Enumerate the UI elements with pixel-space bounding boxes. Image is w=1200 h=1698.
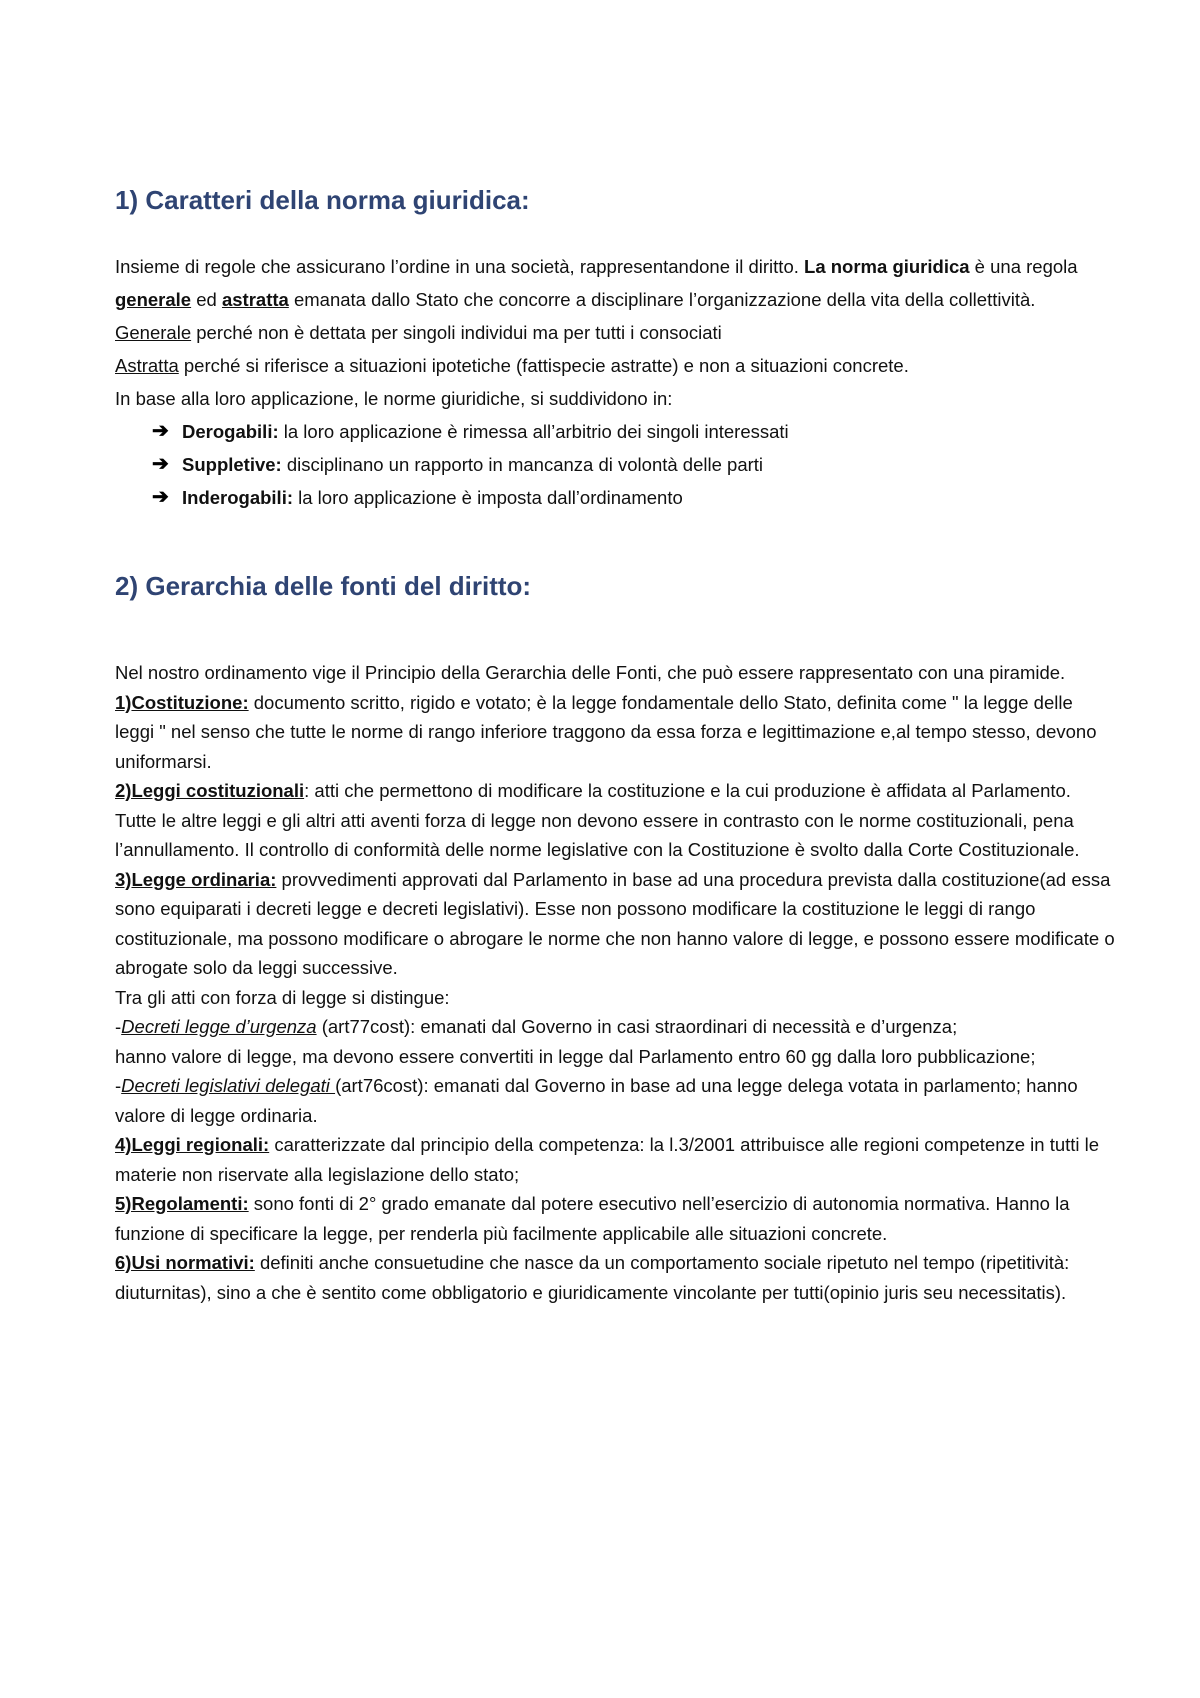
decreti-legislativi: -Decreti legislativi delegati (art76cost): emanati dal Governo in base ad una legge delega votata in parlamento; hanno valore di legge ordinaria. [115,1075,1078,1126]
arrow-right-icon: ➔ [152,453,169,475]
list-item: ➔ Suppletive: disciplinano un rapporto in mancanza di volontà delle parti [152,448,1115,481]
hierarchy-item: 3)Legge ordinaria: provvedimenti approvati dal Parlamento in base ad una procedura prevista dalla costituzione(ad essa sono equiparati i decreti legge e decreti legislativi). Esse non possono modificare la costituzione le leggi di rango costituzionale, ma possono modificare o abrogare le norme che non hanno valore di legge, e possono essere modificate o abrogate solo da leggi successive. [115,868,1115,978]
hierarchy-item: 6)Usi normativi: definiti anche consuetudine che nasce da un comportamento sociale ripetuto nel tempo (ripetitività: diuturnitas), sino a che è sentito come obbligatorio e giuridicamente vincolante per tutti(opinio juris seu necessitatis). [115,1252,1070,1303]
arrow-right-icon: ➔ [152,486,169,508]
decreti-legge-detail: hanno valore di legge, ma devono essere convertiti in legge dal Parlamento entro 60 gg dalla loro pubblicazione; [115,1045,1036,1067]
hierarchy-item: 1)Costituzione: documento scritto, rigido e votato; è la legge fondamentale dello Stato, definita come " la legge delle leggi " nel senso che tutte le norme di rango inferiore traggono da essa forza e legittimazione e,al tempo stesso, devono uniformarsi. [115,691,1097,772]
astratta-definition: Astratta perché si riferisce a situazioni ipotetiche (fattispecie astratte) e non a situazioni concrete. [115,355,909,376]
document-content [115,180,1115,1307]
base-text: In base alla loro applicazione, le norme giuridiche, si suddividono in: [115,388,673,409]
section1-title: 1) Caratteri della norma giuridica: [115,185,530,215]
generale-definition: Generale perché non è dettata per singoli individui ma per tutti i consociati [115,322,722,343]
list-item: ➔ Inderogabili: la loro applicazione è imposta dall’ordinamento [152,481,1115,514]
arrow-right-icon: ➔ [152,420,169,442]
section1-intro: Insieme di regole che assicurano l’ordine in una società, rappresentandone il diritto. La norma giuridica è una regola generale ed astratta emanata dallo Stato che concorre a disciplinare l’organizzazione della vita della collettività. [115,256,1078,310]
list-item: ➔ Derogabili: la loro applicazione è rimessa all’arbitrio dei singoli interessati [152,415,1115,448]
section2-title: 2) Gerarchia delle fonti del diritto: [115,571,532,601]
decreti-legge: -Decreti legge d’urgenza (art77cost): emanati dal Governo in casi straordinari di necessità e d’urgenza; [115,1016,958,1037]
hierarchy-item: 2)Leggi costituzionali: atti che permettono di modificare la costituzione e la cui produzione è affidata al Parlamento. Tutte le altre leggi e gli altri atti aventi forza di legge non devono essere in contrasto con le norme costituzionali, pena l’annullamento. Il controllo di conformità delle norme legislative con la Costituzione è svolto dalla Corte Costituzionale. [115,780,1080,860]
atti-intro: Tra gli atti con forza di legge si distingue: [115,986,450,1008]
hierarchy-item: 5)Regolamenti: sono fonti di 2° grado emanate dal potere esecutivo nell’esercizio di autonomia normativa. Hanno la funzione di specificare la legge, per renderla più facilmente applicabile alle situazioni concrete. [115,1193,1070,1244]
hierarchy-item: 4)Leggi regionali: caratterizzate dal principio della competenza: la l.3/2001 attribuisce alle regioni competenze in tutti le materie non riservate alla legislazione dello stato; [115,1134,1100,1185]
section2-intro: Nel nostro ordinamento vige il Principio della Gerarchia delle Fonti, che può essere rappresentato con una piramide. [115,662,1066,683]
